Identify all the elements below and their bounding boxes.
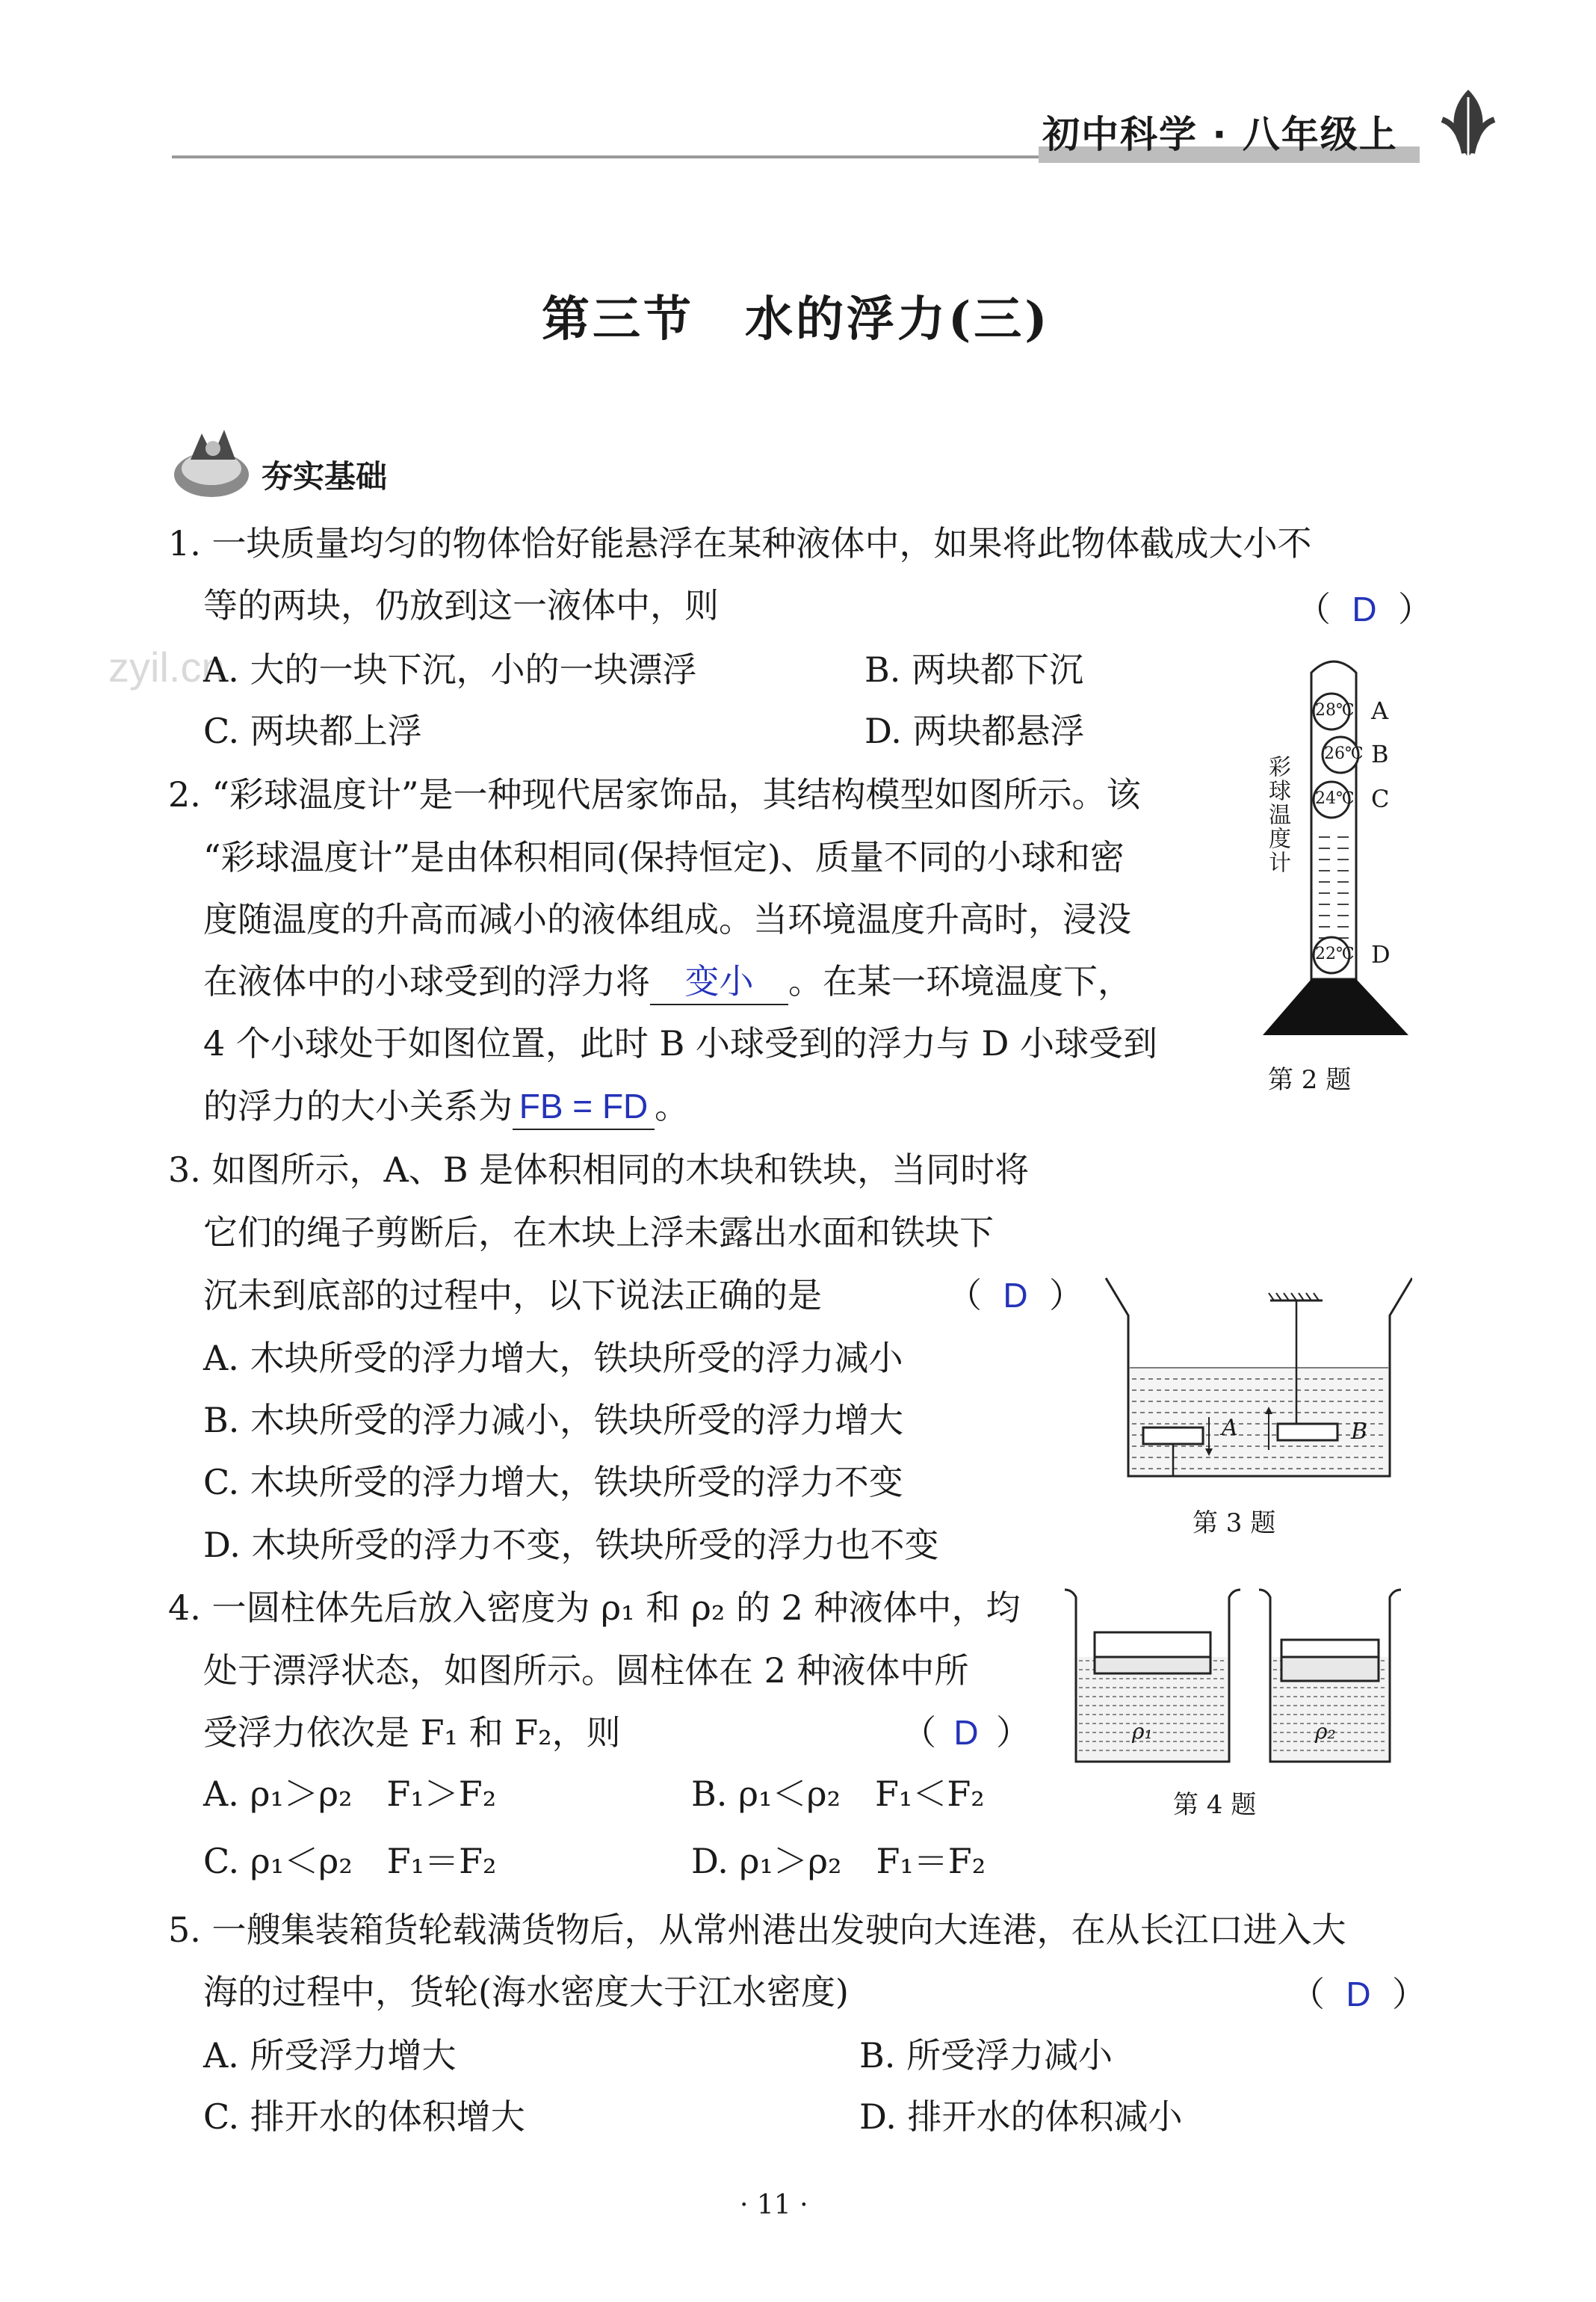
section-title: 第三节 水的浮力(三) xyxy=(542,291,1051,348)
q5-line-1: 5. 一艘集装箱货轮载满货物后，从常州港出发驶向大连港，在从长江口进入大 xyxy=(168,1910,1346,1950)
q2-ball-d-letter: D xyxy=(1371,940,1391,969)
q2-line-2: “彩球温度计”是由体积相同(保持恒定)、质量不同的小球和密 xyxy=(203,837,1125,877)
q1-answer-bracket: （ D ） xyxy=(1296,587,1432,632)
q2-line-4 xyxy=(203,959,1132,1005)
q2-line-6 xyxy=(203,1084,689,1130)
basics-emblem-icon xyxy=(168,415,258,501)
q4-answer: D xyxy=(953,1713,979,1752)
q3-option-a: A. 木块所受的浮力增大，铁块所受的浮力减小 xyxy=(203,1338,903,1378)
q3-label-a: A xyxy=(1222,1415,1238,1441)
q4-line-2: 处于漂浮状态，如图所示。圆柱体在 2 种液体中所 xyxy=(203,1650,969,1691)
q3-figure-caption: 第 3 题 xyxy=(1193,1508,1276,1538)
q1-option-b: B. 两块都下沉 xyxy=(864,649,1084,690)
q3-label-b: B xyxy=(1351,1419,1368,1445)
q2-vertical-label: 彩球温度计 xyxy=(1264,755,1290,874)
q1-option-d: D. 两块都悬浮 xyxy=(864,711,1085,751)
leaf-logo-icon xyxy=(1435,82,1502,164)
q3-line-1: 3. 如图所示，A、B 是体积相同的木块和铁块，当同时将 xyxy=(168,1150,1030,1190)
q5-option-c: C. 排开水的体积增大 xyxy=(203,2096,525,2137)
q5-answer: D xyxy=(1346,1975,1371,2014)
q2-line-1: 2. “彩球温度计”是一种现代居家饰品，其结构模型如图所示。该 xyxy=(168,774,1141,815)
q4-label-rho-1: ρ₁ xyxy=(1132,1719,1153,1744)
q3-tank-figure xyxy=(1098,1271,1412,1487)
q1-option-c: C. 两块都上浮 xyxy=(203,711,422,751)
q4-option-a: A. ρ₁＞ρ₂ F₁＞F₂ xyxy=(203,1774,497,1814)
book-title: 初中科学 · 八年级上 xyxy=(1042,113,1398,156)
q5-line-2: 海的过程中，货轮(海水密度大于江水密度) xyxy=(203,1972,849,2012)
q4-figure-caption: 第 4 题 xyxy=(1173,1790,1257,1820)
q3-answer-bracket: （ D ） xyxy=(947,1273,1083,1318)
q2-blank-force-relation: FB = FD xyxy=(513,1084,655,1130)
q5-option-a: A. 所受浮力增大 xyxy=(203,2035,457,2076)
q2-ball-c-temp: 24℃ xyxy=(1315,789,1355,808)
q3-line-2: 它们的绳子剪断后，在木块上浮未露出水面和铁块下 xyxy=(203,1212,994,1253)
q1-line-2: 等的两块，仍放到这一液体中，则 xyxy=(203,585,719,626)
q4-label-rho-2: ρ₂ xyxy=(1315,1719,1336,1744)
q2-ball-b-temp: 26℃ xyxy=(1324,744,1364,763)
q2-line-4-start: 在液体中的小球受到的浮力将 xyxy=(203,961,650,1002)
q3-line-3: 沉未到底部的过程中，以下说法正确的是 xyxy=(203,1275,822,1315)
q2-blank-buoyancy-change: 变小 xyxy=(650,959,788,1005)
q3-option-b: B. 木块所受的浮力减小，铁块所受的浮力增大 xyxy=(203,1400,904,1440)
q5-option-b: B. 所受浮力减小 xyxy=(859,2035,1113,2076)
q2-line-4-end: 。在某一环境温度下， xyxy=(788,961,1132,1002)
q4-option-d: D. ρ₁＞ρ₂ F₁＝F₂ xyxy=(691,1841,986,1881)
q3-option-d: D. 木块所受的浮力不变，铁块所受的浮力也不变 xyxy=(203,1525,939,1565)
basics-label: 夯实基础 xyxy=(262,458,388,495)
q2-line-6-end: 。 xyxy=(655,1086,689,1126)
q5-answer-bracket: （ D ） xyxy=(1290,1972,1426,2016)
q2-line-6-start: 的浮力的大小关系为 xyxy=(203,1086,513,1126)
q2-ball-a-letter: A xyxy=(1371,697,1389,725)
q1-answer: D xyxy=(1352,590,1377,629)
q3-answer: D xyxy=(1003,1276,1028,1315)
q4-beakers-figure xyxy=(1061,1586,1405,1773)
q4-answer-bracket: （ D ） xyxy=(902,1710,1030,1755)
q4-option-b: B. ρ₁＜ρ₂ F₁＜F₂ xyxy=(691,1774,985,1814)
q2-ball-a-temp: 28℃ xyxy=(1315,701,1355,720)
q2-figure-caption: 第 2 题 xyxy=(1268,1065,1352,1095)
q1-line-1: 1. 一块质量均匀的物体恰好能悬浮在某种液体中，如果将此物体截成大小不 xyxy=(168,523,1312,564)
q4-option-c: C. ρ₁＜ρ₂ F₁＝F₂ xyxy=(203,1841,497,1881)
q4-line-3: 受浮力依次是 F₁ 和 F₂，则 xyxy=(203,1712,621,1753)
q2-ball-d-temp: 22℃ xyxy=(1315,945,1355,963)
q3-option-c: C. 木块所受的浮力增大，铁块所受的浮力不变 xyxy=(203,1462,903,1502)
q1-option-a: A. 大的一块下沉，小的一块漂浮 xyxy=(203,649,697,690)
page-number: · 11 · xyxy=(740,2190,808,2221)
watermark: zyil.cn xyxy=(108,644,225,691)
q5-option-d: D. 排开水的体积减小 xyxy=(859,2096,1183,2137)
q2-ball-b-letter: B xyxy=(1371,740,1389,768)
q4-line-1: 4. 一圆柱体先后放入密度为 ρ₁ 和 ρ₂ 的 2 种液体中，均 xyxy=(168,1587,1021,1628)
q2-line-5: 4 个小球处于如图位置，此时 B 小球受到的浮力与 D 小球受到 xyxy=(203,1023,1158,1064)
q2-ball-c-letter: C xyxy=(1371,785,1390,813)
q2-line-3: 度随温度的升高而减小的液体组成。当环境温度升高时，浸没 xyxy=(203,899,1131,939)
